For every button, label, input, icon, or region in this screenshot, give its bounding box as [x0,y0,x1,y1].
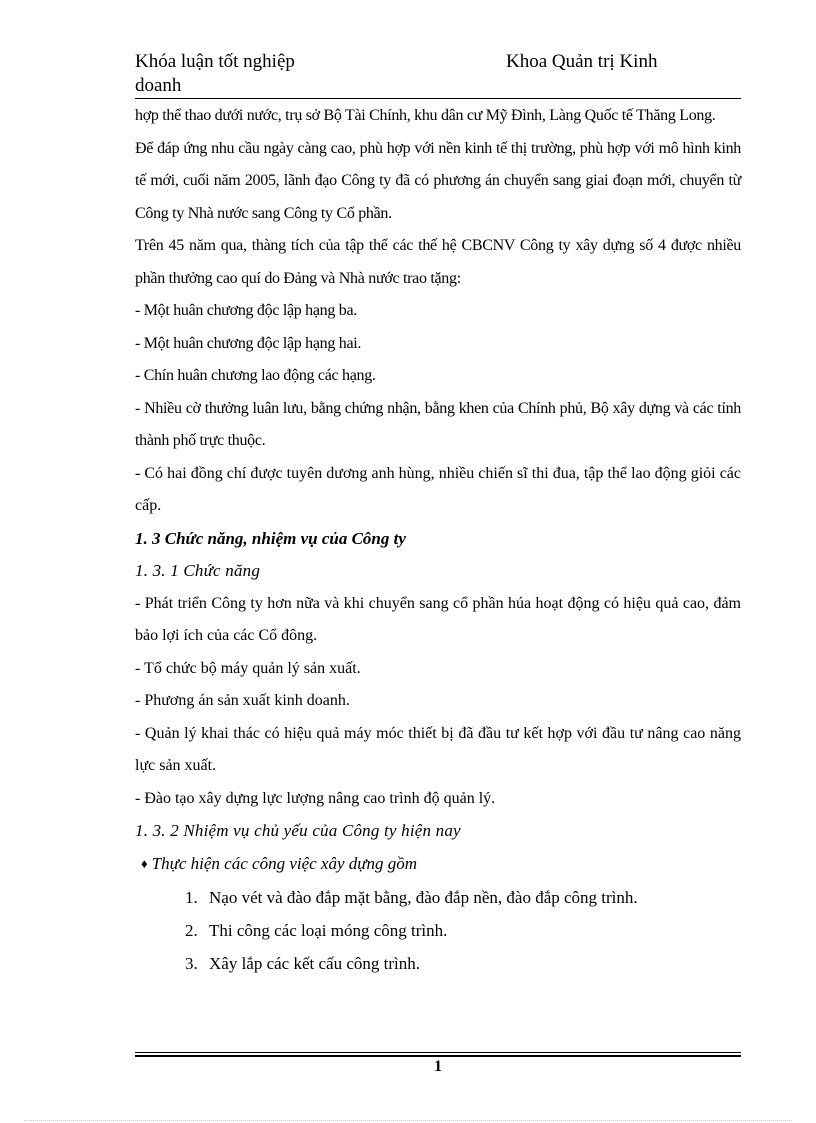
subsection-heading-functions: 1. 3. 1 Chức năng [135,561,261,580]
paragraph-3: Trên 45 năm qua, thàng tích của tập thể các thế hệ CBCNV Công ty xây dựng số 4 được nhiều phần thưởng cao quí do Đảng và Nhà nước trao tặng: [135,237,741,287]
award-item: - Chín huân chương lao động các hạng. [135,367,376,384]
function-item: - Tổ chức bộ máy quản lý sản xuất. [135,659,361,677]
paragraph-2: Để đáp ứng nhu cầu ngày càng cao, phù hợp với nền kinh tế thị trường, phù hợp với mô hình kinh tế mới, cuối năm 2005, lãnh đạo Công ty đã có phương án chuyển sang giai đoạn mới, chuyển từ Công ty Nhà nước sang Công ty Cổ phần. [135,139,741,222]
bullet-item [135,848,741,882]
page-header [135,50,741,100]
list-number: 1. [185,888,198,907]
section-heading: 1. 3 Chức năng, nhiệm vụ của Công ty [135,528,406,548]
bullet-text: Thực hiện các công việc xây dựng gồm [151,853,418,873]
list-text: Nạo vét và đào đắp mặt bằng, đào đắp nền, đào đắp công trình. [209,888,638,907]
function-item: - Đào tạo xây dựng lực lượng nâng cao trình độ quản lý. [135,789,496,807]
list-number: 2. [185,921,198,940]
award-item: - Có hai đồng chí được tuyên dương anh hùng, nhiều chiến sĩ thi đua, tập thể lao động giỏi các cấp. [135,464,741,514]
paragraph-1: hợp thể thao dưới nước, trụ sở Bộ Tài Chính, khu dân cư Mỹ Đình, Làng Quốc tế Thăng Long. [135,107,716,124]
award-item: - Một huân chương độc lập hạng ba. [135,302,357,319]
list-text: Thi công các loại móng công trình. [209,921,448,940]
list-item [135,947,741,980]
diamond-bullet-icon: ♦ [141,855,148,871]
footer-rule [135,1052,741,1053]
function-item: - Quản lý khai thác có hiệu quả máy móc thiết bị đã đầu tư kết hợp với đầu tư nâng cao năng lực sản xuất. [135,724,741,774]
list-text: Xây lắp các kết cấu công trình. [209,954,420,973]
page-boundary [24,1120,792,1121]
list-number: 3. [185,954,198,973]
function-item: - Phát triển Công ty hơn nữa và khi chuyển sang cổ phần húa hoạt động có hiệu quả cao, đảm bảo lợi ích của các Cổ đông. [135,594,741,644]
document-body [135,100,741,980]
header-rule [135,98,741,99]
function-item: - Phương án sản xuất kinh doanh. [135,692,350,709]
award-item: - Nhiều cờ thưởng luân lưu, bằng chứng nhận, bằng khen của Chính phủ, Bộ xây dựng và các tỉnh thành phố trực thuộc. [135,399,741,449]
list-item [135,914,741,947]
list-item [135,881,741,914]
page-number: 1 [434,1058,442,1075]
subsection-heading-duties: 1. 3. 2 Nhiệm vụ chủ yếu của Công ty hiện nay [135,821,461,840]
award-item: - Một huân chương độc lập hạng hai. [135,334,362,352]
task-list [135,881,741,980]
header-left-text: Khóa luận tốt nghiệp doanh [135,51,295,96]
footer-rule-thick [135,1055,741,1057]
header-right-text: Khoa Quản trị Kinh [506,51,658,72]
